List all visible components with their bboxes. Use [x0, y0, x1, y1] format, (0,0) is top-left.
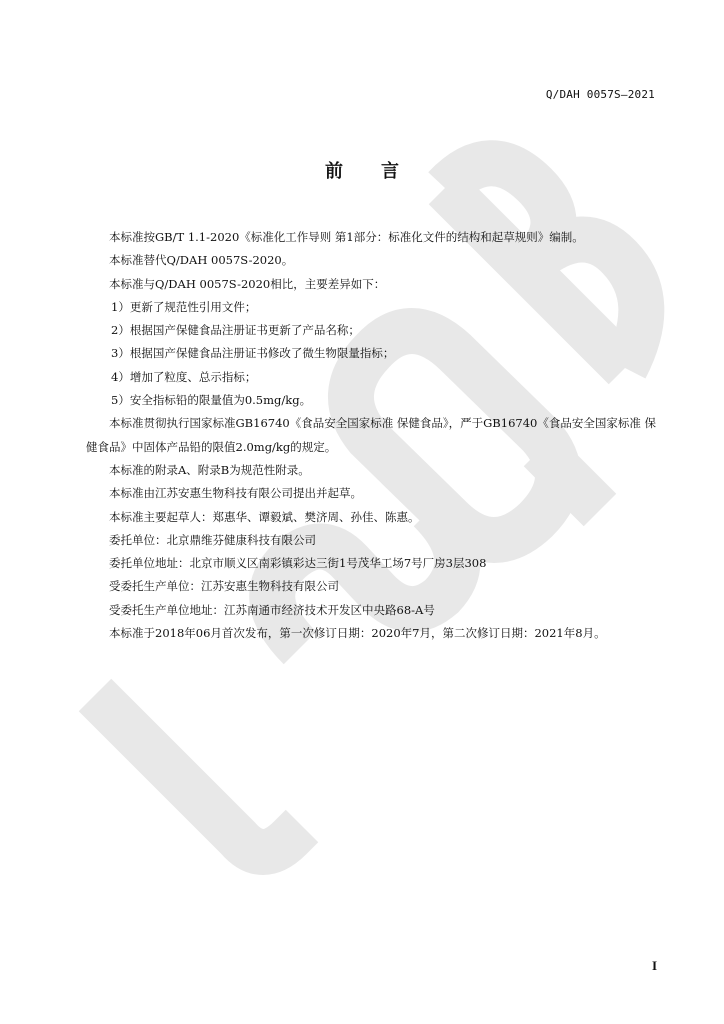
foreword-body: [86, 226, 660, 645]
list-item: 4）增加了粒度、总示指标；: [111, 369, 257, 384]
paragraph: 本标准贯彻执行国家标准GB16740《食品安全国家标准 保健食品》，严于GB16740《食品安全国家标准 保健食品》中固体产品铅的限值2.0mg/kg的规定。: [86, 416, 656, 454]
paragraph: 受委托生产单位地址：江苏南通市经济技术开发区中央路68-A号: [109, 602, 435, 617]
paragraph: 委托单位：北京鼎维芬健康科技有限公司: [109, 532, 316, 547]
list-item: 1）更新了规范性引用文件；: [111, 299, 257, 314]
paragraph: 本标准主要起草人：郑惠华、谭毅斌、樊济周、孙佳、陈惠。: [109, 509, 420, 524]
paragraph: 本标准替代Q/DAH 0057S-2020。: [109, 253, 294, 268]
paragraph: 本标准按GB/T 1.1-2020《标准化工作导则 第1部分：标准化文件的结构和起草规则》编制。: [109, 230, 584, 244]
paragraph: 本标准于2018年06月首次发布，第一次修订日期：2020年7月，第二次修订日期：2021年8月。: [109, 626, 606, 641]
paragraph: 委托单位地址：北京市顺义区南彩镇彩达三街1号茂华工场7号厂房3层308: [109, 556, 487, 571]
paragraph: 本标准由江苏安惠生物科技有限公司提出并起草。: [109, 486, 362, 501]
paragraph: 本标准与Q/DAH 0057S-2020相比，主要差异如下：: [109, 276, 386, 291]
paragraph: 受委托生产单位：江苏安惠生物科技有限公司: [109, 579, 339, 594]
list-item: 2）根据国产保健食品注册证书更新了产品名称；: [111, 323, 360, 338]
paragraph: 本标准的附录A、附录B为规范性附录。: [109, 462, 310, 477]
watermark-letter-j: [95, 695, 302, 852]
document-code: Q/DAH 0057S—2021: [545, 88, 655, 101]
page-title: 前言: [325, 161, 437, 182]
list-item: 3）根据国产保健食品注册证书修改了微生物限量指标；: [111, 346, 395, 361]
list-item: 5）安全指标铅的限量值为0.5mg/kg。: [111, 393, 312, 408]
page-number: I: [651, 958, 657, 973]
